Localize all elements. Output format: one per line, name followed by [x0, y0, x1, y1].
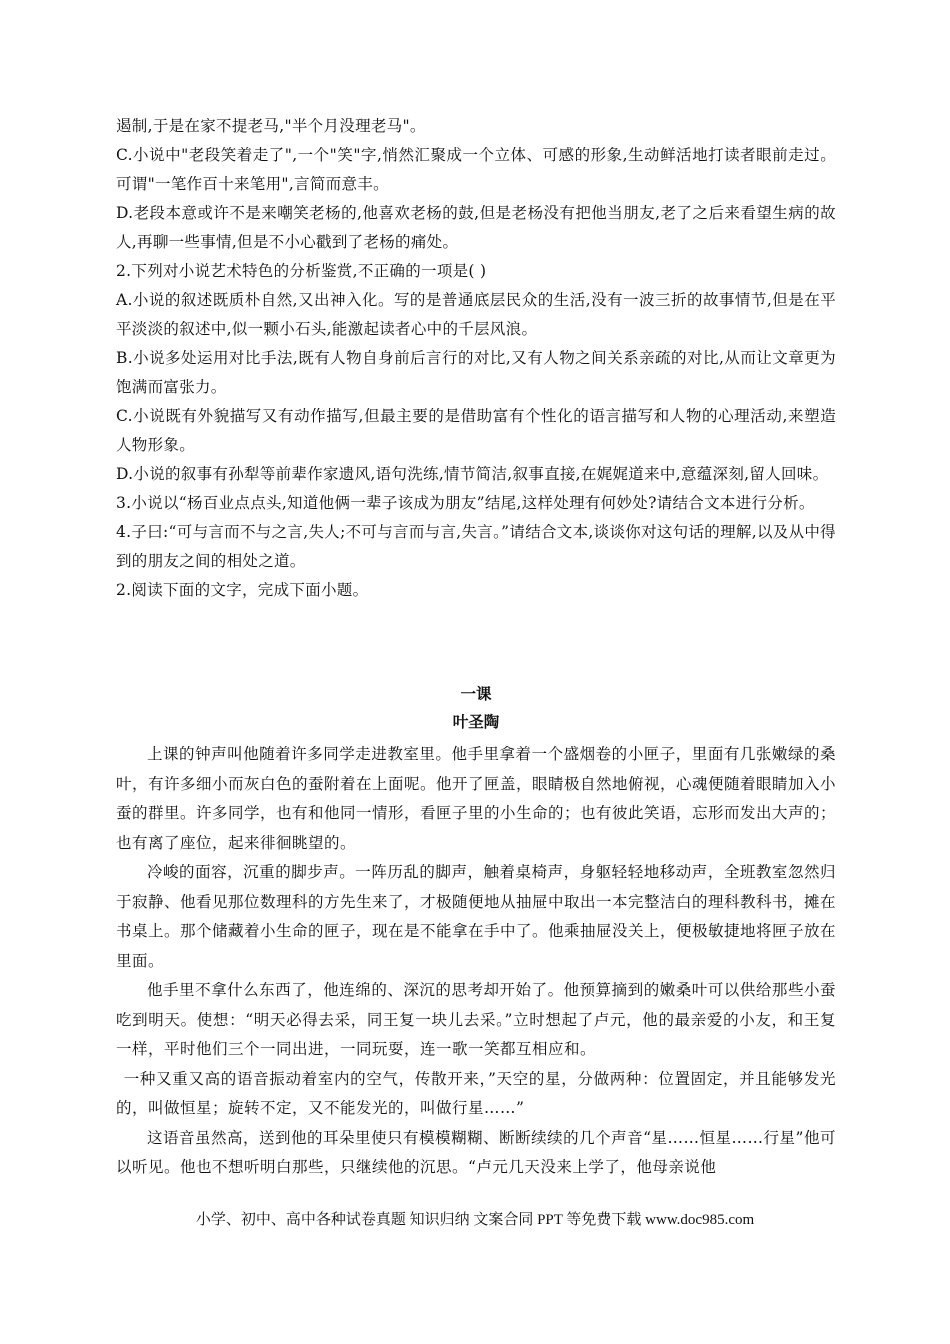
question-2-option-a: A.小说的叙述既质朴自然,又出神入化。写的是普通底层民众的生活,没有一波三折的故事情节,但是在平平淡淡的叙述中,似一颗小石头,能激起读者心中的千层风浪。: [116, 291, 836, 338]
passage-paragraph: 冷峻的面容，沉重的脚步声。一阵历乱的脚声，触着桌椅声，身躯轻轻地移动声，全班教室忽然归于寂静、他看见那位数理科的方先生来了，才极随便地从抽屉中取出一本完整洁白的理科教科书，摊在书桌上。那个储藏着小生命的匣子，现在是不能拿在手中了。他乘抽屉没关上，便极敏捷地将匣子放在里面。: [116, 863, 837, 970]
question-section: [116, 112, 836, 605]
reading-passage: [116, 680, 836, 1183]
passage-paragraph: 一种又重又高的语音振动着室内的空气，传散开来，”天空的星，分做两种：位置固定，并且能够发光的，叫做恒星；旋转不定，又不能发光的，叫做行星……”: [116, 1069, 836, 1117]
question-1-option-d: D.老段本意或许不是来嘲笑老杨的,他喜欢老杨的鼓,但是老杨没有把他当朋友,老了之后来看望生病的故人,再聊一些事情,但是不小心戳到了老杨的痛处。: [116, 204, 836, 251]
question-1-option-b-tail: 遏制,于是在家不提老马,"半个月没理老马"。: [116, 117, 426, 135]
passage-title: 一课: [460, 685, 492, 703]
question-2-option-b: B.小说多处运用对比手法,既有人物自身前后言行的对比,又有人物之间关系亲疏的对比,从而让文章更为饱满而富张力。: [116, 349, 836, 396]
section-2-intro: 2.阅读下面的文字，完成下面小题。: [116, 581, 369, 599]
question-2-stem: 2.下列对小说艺术特色的分析鉴赏,不正确的一项是( ): [116, 262, 487, 280]
question-2-option-c: C.小说既有外貌描写又有动作描写,但最主要的是借助富有个性化的语言描写和人物的心理活动,来塑造人物形象。: [116, 407, 836, 454]
question-4: 4.子曰:“可与言而不与之言,失人;不可与言而与言,失言。”请结合文本,谈谈你对这句话的理解,以及从中得到的朋友之间的相处之道。: [116, 523, 836, 570]
question-1-option-c: C.小说中"老段笑着走了",一个"笑"字,悄然汇聚成一个立体、可感的形象,生动鲜活地打读者眼前走过。可谓"一笔作百十来笔用",言简而意丰。: [116, 146, 836, 193]
passage-paragraph: 他手里不拿什么东西了，他连绵的、深沉的思考却开始了。他预算摘到的嫩桑叶可以供给那些小蚕吃到明天。使想：“明天必得去采，同王复一块儿去采。”立时想起了卢元，他的最亲爱的小友，和王复一样，平时他们三个一同出进，一同玩耍，连一歌一笑都互相应和。: [116, 981, 836, 1058]
passage-author: 叶圣陶: [452, 713, 500, 731]
question-3: 3.小说以“杨百业点点头,知道他俩一辈子该成为朋友”结尾,这样处理有何妙处?请结合文本进行分析。: [116, 494, 815, 512]
passage-paragraph: 上课的钟声叫他随着许多同学走进教室里。他手里拿着一个盛烟卷的小匣子，里面有几张嫩绿的桑叶，有许多细小而灰白色的蚕附着在上面呢。他开了匣盖，眼睛极自然地俯视，心魂便随着眼睛加入小蚕的群里。许多同学，也有和他同一情形，看匣子里的小生命的；也有彼此笑语，忘形而发出大声的；也有离了座位，起来徘徊眺望的。: [116, 745, 837, 852]
question-2-option-d: D.小说的叙事有孙犁等前辈作家遗风,语句洗练,情节简洁,叙事直接,在娓娓道来中,意蕴深刻,留人回味。: [116, 465, 829, 483]
passage-paragraph: 这语音虽然高，送到他的耳朵里使只有模模糊糊、断断续续的几个声音“星……恒星……行星”他可以听见。他也不想听明白那些，只继续他的沉思。“卢元几天没来上学了，他母亲说他: [116, 1128, 836, 1176]
page-footer: 小学、初中、高中各种试卷真题 知识归纳 文案合同 PPT 等免费下载 www.doc985.com: [195, 1212, 755, 1228]
